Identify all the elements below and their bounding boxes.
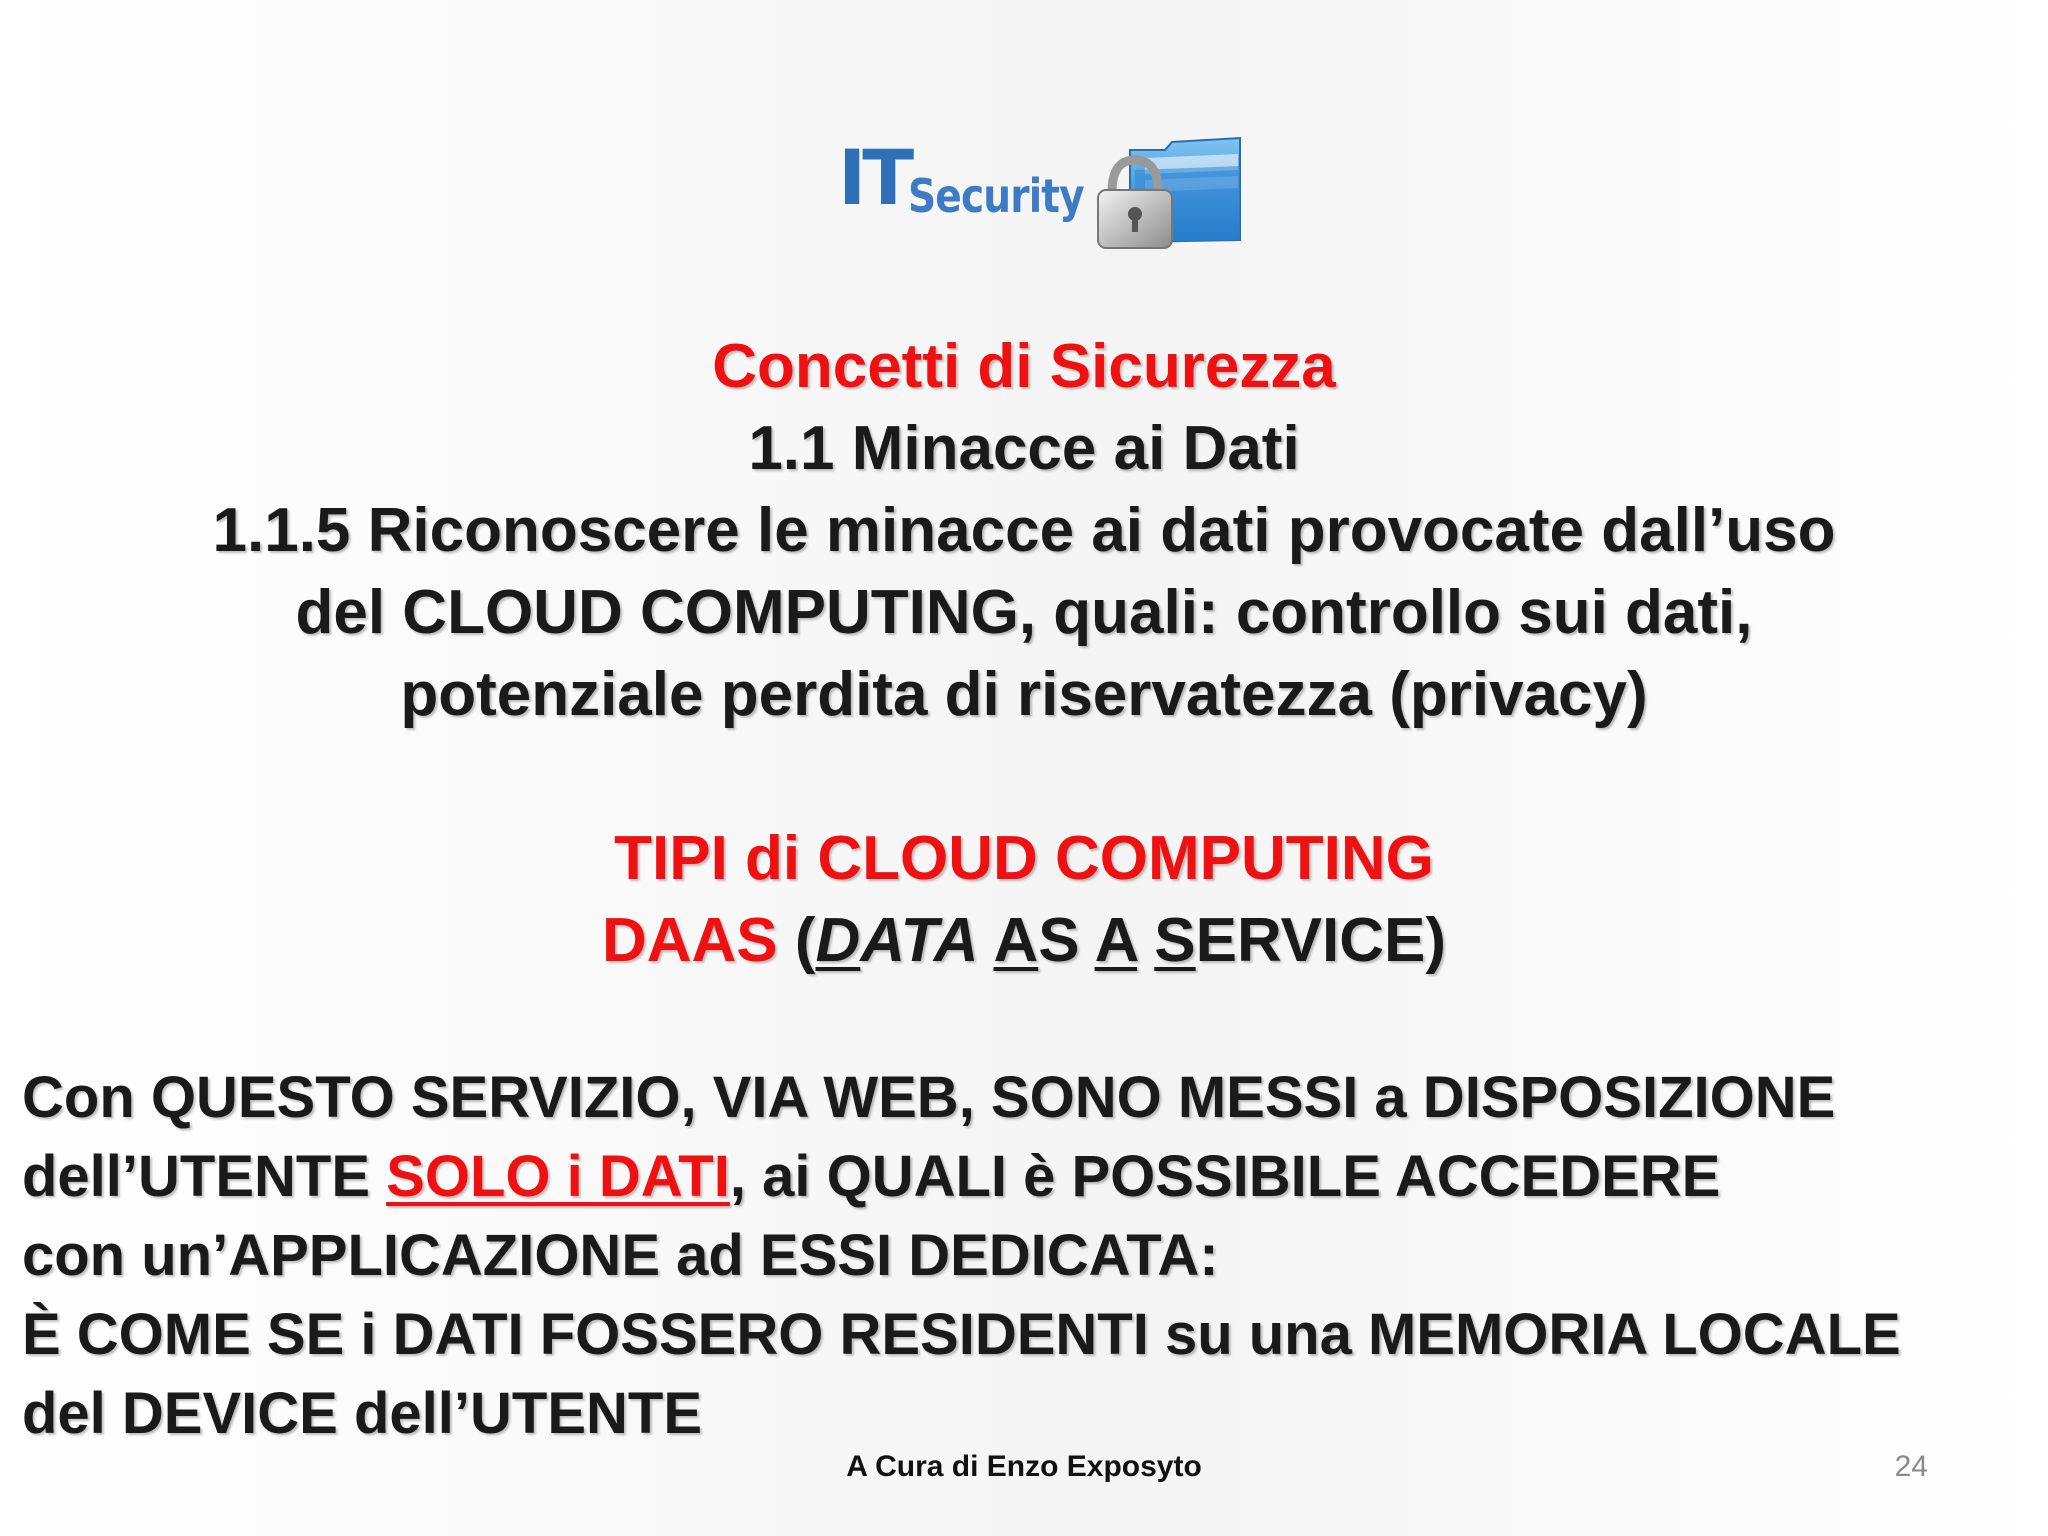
daas-s1: S <box>1038 906 1080 975</box>
close-paren: ) <box>1425 906 1447 975</box>
logo-security-text: Security <box>908 169 1084 223</box>
heading-block <box>0 326 2048 736</box>
body-line-4: È COME SE i DATI FOSSERO RESIDENTI su una MEMORIA LOCALE <box>22 1302 1901 1367</box>
body-line-5: del DEVICE dell’UTENTE <box>22 1381 702 1446</box>
body-text <box>22 1058 2022 1453</box>
daas-a1: A <box>993 906 1039 975</box>
body-line-2-post: , ai QUALI è POSSIBILE ACCEDERE <box>729 1144 1721 1209</box>
daas-ata: ATA <box>860 906 979 975</box>
footer-author: A Cura di Enzo Exposyto <box>846 1450 1202 1483</box>
topic-title: Concetti di Sicurezza <box>712 332 1336 401</box>
open-paren: ( <box>794 906 816 975</box>
daas-s2: S <box>1154 906 1196 975</box>
objective-line-2: del CLOUD COMPUTING, quali: controllo sui dati, <box>295 578 1753 647</box>
solo-i-dati-highlight: SOLO i DATI <box>386 1144 730 1209</box>
it-security-logo <box>830 130 1250 260</box>
folder-lock-icon <box>1090 130 1250 260</box>
daas-ervice: ERVICE <box>1195 906 1426 975</box>
body-line-3: con un’APPLICAZIONE ad ESSI DEDICATA: <box>22 1223 1219 1288</box>
body-line-2-pre: dell’UTENTE <box>22 1144 387 1209</box>
types-title: TIPI di CLOUD COMPUTING <box>614 824 1434 893</box>
daas-a2: A <box>1094 906 1138 975</box>
logo-it-text: IT <box>838 133 911 222</box>
body-line-1: Con QUESTO SERVIZIO, VIA WEB, SONO MESSI a DISPOSIZIONE <box>22 1065 1836 1130</box>
daas-acronym: DAAS <box>601 906 778 975</box>
body-line-2 <box>22 1137 2022 1216</box>
objective-line-3: potenziale perdita di riservatezza (privacy) <box>400 660 1648 729</box>
section-title: 1.1 Minacce ai Dati <box>748 414 1300 483</box>
daas-line <box>0 900 2048 982</box>
types-block <box>0 818 2048 982</box>
objective-line-1: 1.1.5 Riconoscere le minacce ai dati provocate dall’uso <box>212 496 1836 565</box>
daas-d: D <box>815 906 861 975</box>
page-number: 24 <box>1894 1450 1928 1483</box>
